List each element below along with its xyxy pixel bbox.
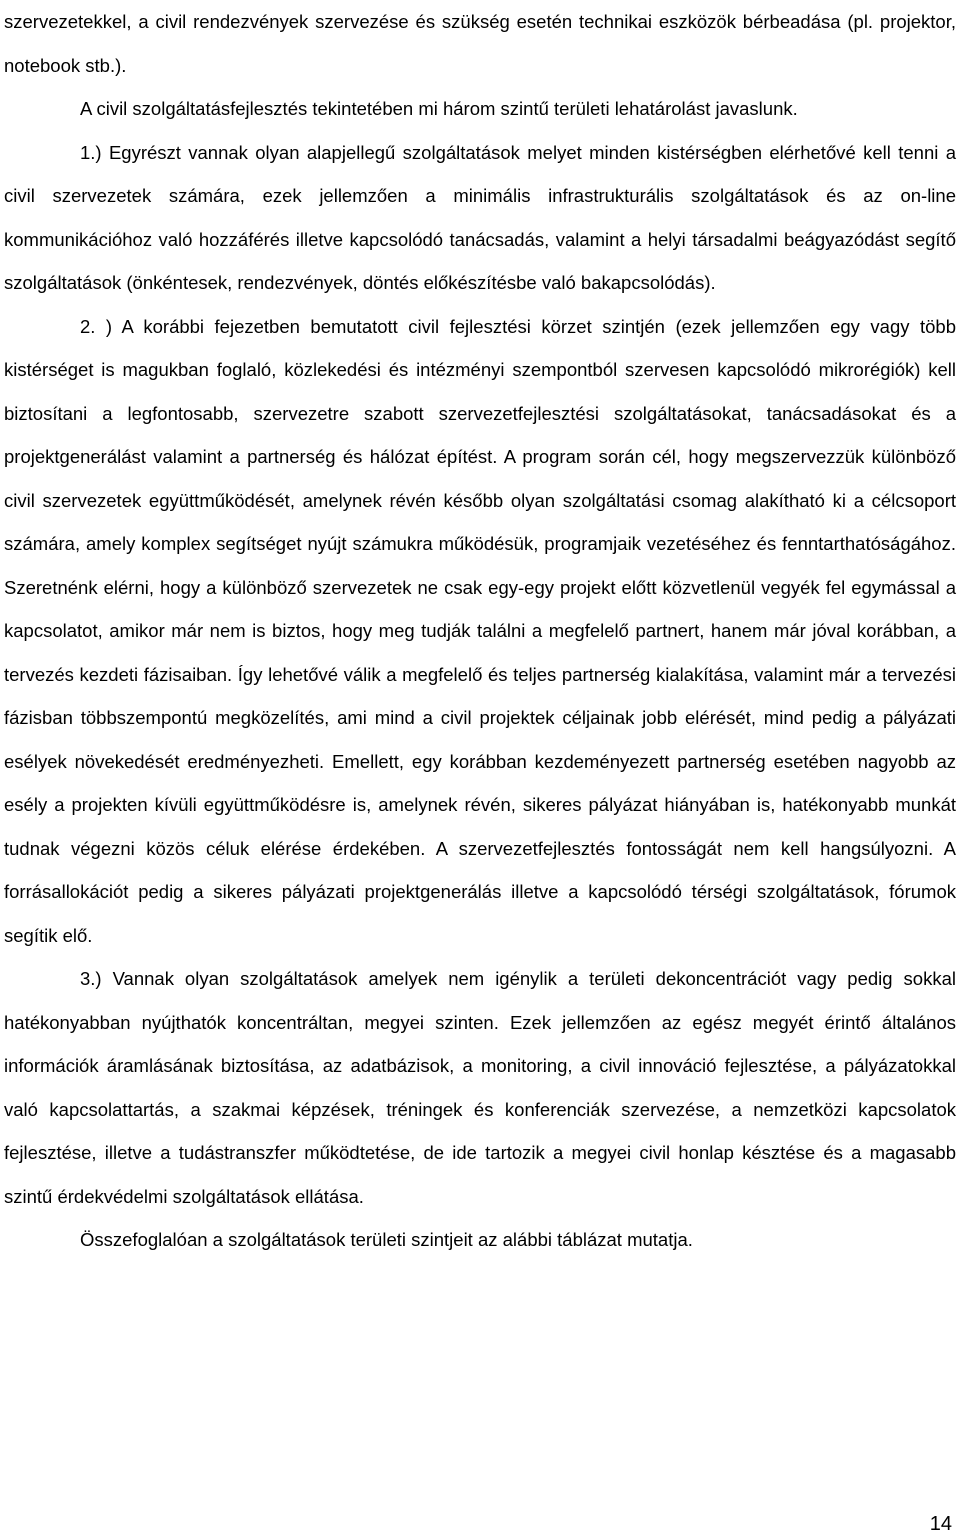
page-number: 14 bbox=[929, 1513, 952, 1535]
paragraph-continuation: szervezetekkel, a civil rendezvények szervezése és szükség esetén technikai eszközök bérbeadása (pl. projektor, notebook stb.). bbox=[4, 11, 956, 76]
paragraph-summary: Összefoglalóan a szolgáltatások területi szintjeit az alábbi táblázat mutatja. bbox=[80, 1229, 693, 1250]
paragraph-level-1: 1.) Egyrészt vannak olyan alapjellegű szolgáltatások melyet minden kistérségben elérhetővé kell tenni a civil szervezetek számára, ezek jellemzően a minimális infrastrukturális szolgáltatások és az on-line kommunikációhoz való hozzáférés illetve kapcsolódó tanácsadás, valamint a helyi társadalmi beágyazódást segítő szolgáltatások (önkéntesek, rendezvények, döntés előkészítésbe való bakapcsolódás). bbox=[4, 141, 956, 293]
document-page bbox=[4, 0, 956, 1262]
paragraph-level-3: 3.) Vannak olyan szolgáltatások amelyek nem igénylik a területi dekoncentrációt vagy pedig sokkal hatékonyabban nyújthatók koncentráltan, megyei szinten. Ezek jellemzően az egész megyét érintő általános információk áramlásának biztosítása, az adatbázisok, a monitoring, a civil innováció fejlesztése, a pályázatokkal való kapcsolattartás, a szakmai képzések, tréningek és konferenciák szervezése, a nemzetközi kapcsolatok fejlesztése, illetve a tudástranszfer működtetése, de ide tartozik a megyei civil honlap késztése és a magasabb szintű érdekvédelmi szolgáltatások ellátása. bbox=[4, 968, 956, 1207]
paragraph-level-2: 2. ) A korábbi fejezetben bemutatott civil fejlesztési körzet szintjén (ezek jellemzően egy vagy több kistérséget is magukban foglaló, közlekedési és intézményi szempontból szervesen kapcsolódó mikrorégiók) kell biztosítani a legfontosabb, szervezetre szabott szervezetfejlesztési szolgáltatásokat, tanácsadásokat és a projektgenerálást valamint a partnerség és hálózat építést. A program során cél, hogy megszervezzük különböző civil szervezetek együttműködését, amelynek révén később olyan szolgáltatási csomag alakítható ki a célcsoport számára, amely komplex segítséget nyújt számukra működésük, programjaik vezetéséhez és fenntarthatóságához. Szeretnénk elérni, hogy a különböző szervezetek ne csak egy-egy projekt előtt közvetlenül vegyék fel egymással a kapcsolatot, amikor már nem is biztos, hogy meg tudják találni a megfelelő partnert, hanem már jóval korábban, a tervezés kezdeti fázisaiban. Így lehetővé válik a megfelelő és teljes partnerség kialakítása, valamint már a tervezési fázisban többszempontú megközelítés, ami mind a civil projektek céljainak jobb elérését, mind pedig a pályázati esélyek növekedését eredményezheti. Emellett, egy korábban kezdeményezett partnerség esetében nagyobb az esély a projekten kívüli együttműködésre is, amelynek révén, sikeres pályázat hiányában is, hatékonyabb munkát tudnak végezni közös céluk elérése érdekében. A szervezetfejlesztés fontosságát nem kell hangsúlyozni. A forrásallokációt pedig a sikeres pályázati projektgenerálás illetve a kapcsolódó térségi szolgáltatások, fórumok segítik elő. bbox=[4, 315, 956, 946]
paragraph-intro: A civil szolgáltatásfejlesztés tekintetében mi három szintű területi lehatárolást javaslunk. bbox=[80, 98, 798, 119]
